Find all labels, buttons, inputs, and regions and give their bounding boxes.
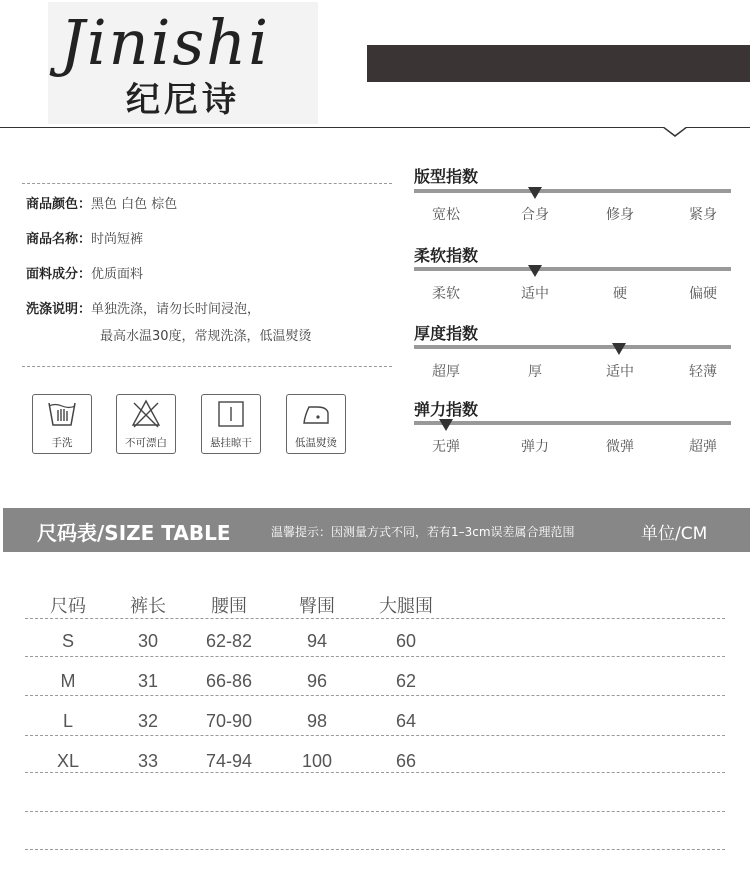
size-table-unit: 单位/CM xyxy=(641,524,708,544)
index-option: 超厚 xyxy=(432,364,460,380)
index-option: 宽松 xyxy=(432,207,460,223)
care-label: 不可漂白 xyxy=(125,437,167,449)
index-marker-fit xyxy=(528,187,542,199)
index-option: 适中 xyxy=(606,364,634,380)
care-label: 低温熨烫 xyxy=(295,437,337,449)
size-table-title: 尺码表/SIZE TABLE xyxy=(37,521,231,545)
table-cell: L xyxy=(62,711,73,731)
table-header-cell: 大腿围 xyxy=(379,596,433,616)
header-notch xyxy=(662,127,688,137)
index-option: 偏硬 xyxy=(689,286,717,302)
index-marker-elasticity xyxy=(439,419,453,431)
info-bottom-divider xyxy=(22,366,392,367)
index-option: 超弹 xyxy=(689,439,717,455)
info-label: 商品名称： xyxy=(26,232,92,247)
logo-script-text: Jinishi xyxy=(60,6,271,79)
table-cell: 60 xyxy=(395,631,417,651)
hang-dry-icon xyxy=(216,399,246,429)
info-top-divider xyxy=(22,183,392,184)
index-option: 硬 xyxy=(613,286,627,302)
size-table-tip: 温馨提示：因测量方式不同，若有1–3cm误差属合理范围 xyxy=(271,525,575,539)
table-cell: 32 xyxy=(137,711,159,731)
header-bar xyxy=(367,45,750,82)
index-bar-fit xyxy=(414,189,731,193)
table-cell: 94 xyxy=(306,631,328,651)
table-cell: 100 xyxy=(301,751,333,771)
table-header-cell: 尺码 xyxy=(50,596,86,616)
table-cell: 98 xyxy=(306,711,328,731)
index-bar-thickness xyxy=(414,345,731,349)
info-value: 单独洗涤，请勿长时间浸泡， xyxy=(91,302,261,317)
table-cell: 70-90 xyxy=(205,711,253,731)
info-row-name xyxy=(26,228,143,247)
table-cell: 96 xyxy=(306,671,328,691)
table-divider xyxy=(25,811,725,812)
table-cell: 33 xyxy=(137,751,159,771)
info-label: 洗涤说明： xyxy=(26,302,92,317)
no-bleach-icon xyxy=(131,399,161,429)
index-title-softness: 柔软指数 xyxy=(414,246,479,265)
table-cell: 64 xyxy=(395,711,417,731)
info-wash-line2: 最高水温30度，常规洗涤，低温熨烫 xyxy=(100,329,312,344)
index-title-fit: 版型指数 xyxy=(414,167,479,186)
low-iron-icon xyxy=(301,399,331,429)
size-table-header xyxy=(3,508,750,552)
table-divider xyxy=(25,849,725,850)
info-row-fabric xyxy=(26,263,143,282)
index-option: 适中 xyxy=(521,286,549,302)
index-option: 合身 xyxy=(521,207,549,223)
index-option: 修身 xyxy=(606,207,634,223)
table-divider xyxy=(25,656,725,657)
care-hand-wash xyxy=(32,394,92,454)
table-header-cell: 裤长 xyxy=(130,596,166,616)
care-label: 悬挂晾干 xyxy=(210,437,252,449)
index-option: 微弹 xyxy=(606,439,634,455)
table-divider xyxy=(25,695,725,696)
header-divider xyxy=(0,127,750,128)
index-option: 无弹 xyxy=(432,439,460,455)
index-option: 轻薄 xyxy=(689,364,717,380)
brand-logo xyxy=(48,2,318,124)
info-label: 商品颜色： xyxy=(26,197,92,212)
table-cell: M xyxy=(60,671,76,691)
index-bar-softness xyxy=(414,267,731,271)
care-no-bleach xyxy=(116,394,176,454)
logo-chinese-text: 纪尼诗 xyxy=(126,80,240,120)
index-title-elasticity: 弹力指数 xyxy=(414,400,479,419)
index-option: 厚 xyxy=(528,364,542,380)
table-cell: 30 xyxy=(137,631,159,651)
table-cell: 31 xyxy=(137,671,159,691)
info-row-color xyxy=(26,193,177,212)
care-low-iron xyxy=(286,394,346,454)
index-title-thickness: 厚度指数 xyxy=(414,324,479,343)
index-marker-softness xyxy=(528,265,542,277)
index-marker-thickness xyxy=(612,343,626,355)
table-divider xyxy=(25,618,725,619)
table-cell: 66 xyxy=(395,751,417,771)
index-option: 弹力 xyxy=(521,439,549,455)
table-divider xyxy=(25,772,725,773)
index-option: 紧身 xyxy=(689,207,717,223)
info-value: 黑色 白色 棕色 xyxy=(91,197,178,212)
table-header-cell: 臀围 xyxy=(299,596,335,616)
info-value: 优质面料 xyxy=(91,267,144,282)
table-header-cell: 腰围 xyxy=(211,596,247,616)
info-row-wash xyxy=(26,298,260,317)
table-divider xyxy=(25,735,725,736)
table-cell: 74-94 xyxy=(205,751,253,771)
index-bar-elasticity xyxy=(414,421,731,425)
table-cell: XL xyxy=(56,751,80,771)
table-cell: 62-82 xyxy=(205,631,253,651)
care-label: 手洗 xyxy=(51,437,73,449)
table-cell: S xyxy=(61,631,74,651)
info-label: 面料成分： xyxy=(26,267,92,282)
table-cell: 66-86 xyxy=(205,671,253,691)
table-cell: 62 xyxy=(395,671,417,691)
index-option: 柔软 xyxy=(432,286,460,302)
care-hang-dry xyxy=(201,394,261,454)
hand-wash-icon xyxy=(47,399,77,429)
info-value: 时尚短裤 xyxy=(91,232,144,247)
